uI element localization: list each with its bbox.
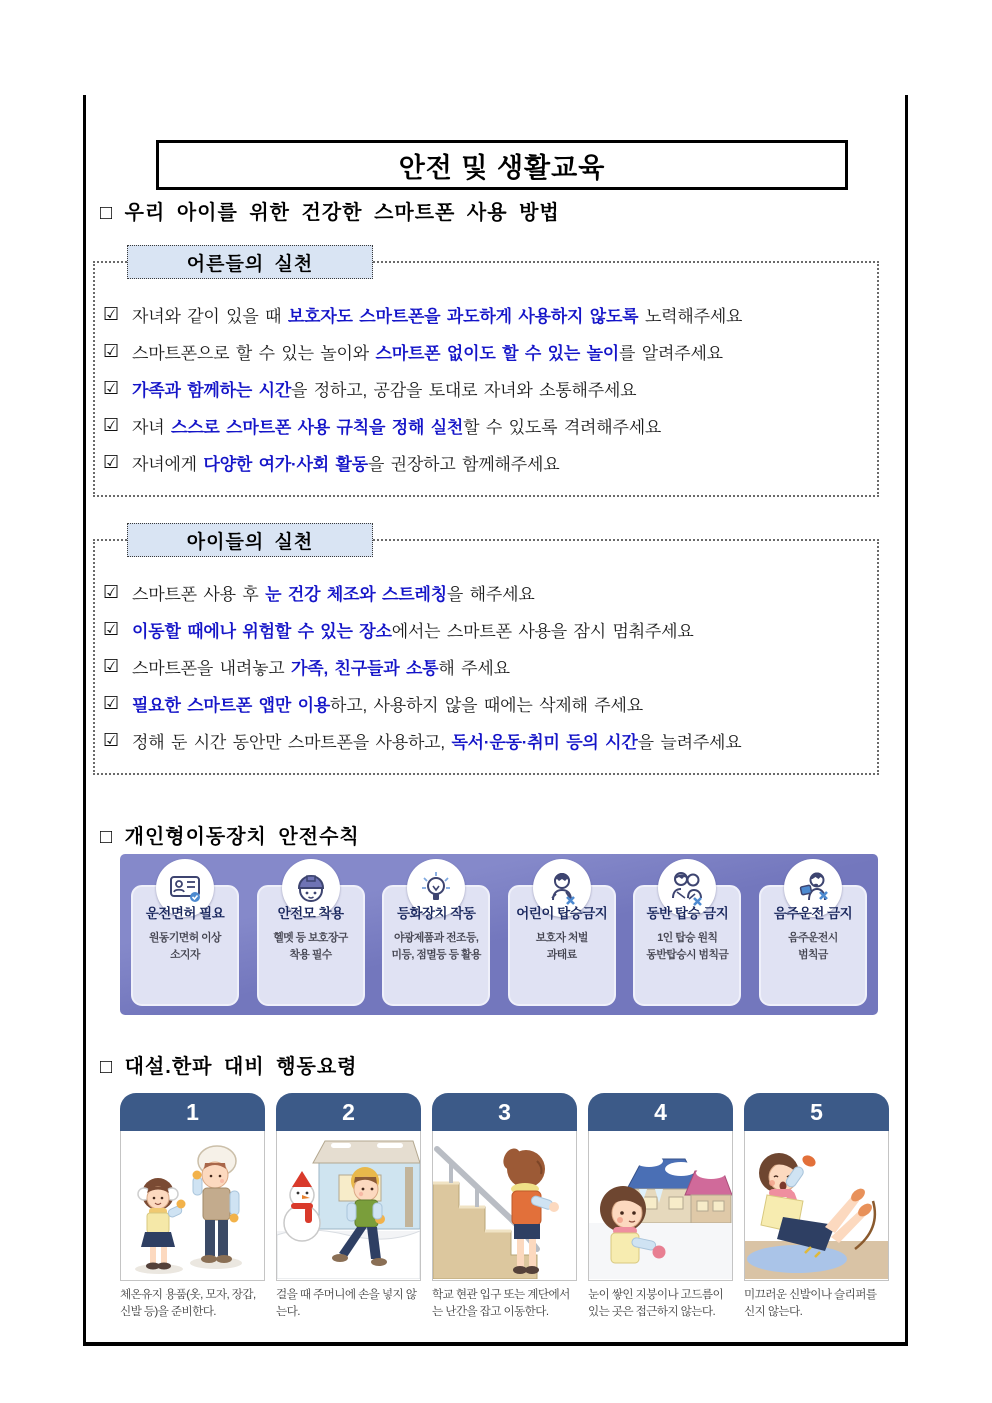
checkbox-icon: ☑ [103,619,119,639]
list-item: ☑ 이동할 때에나 위험할 수 있는 장소에서는 스마트폰 사용을 잠시 멈춰주세요 [103,619,694,641]
list-item: ☑ 가족과 함께하는 시간을 정하고, 공감을 토대로 자녀와 소통해주세요 [103,378,637,400]
panel-caption: 걸을 때 주머니에 손을 넣지 않는다. [276,1288,417,1319]
weather-panel-3 [432,1093,577,1321]
weather-panel-4 [588,1093,733,1321]
list-item: ☑ 자녀와 같이 있을 때 보호자도 스마트폰을 과도하게 사용하지 않도록 노력해주세요 [103,304,743,326]
adults-practice-label: 어른들의 실천 [127,245,373,279]
section-heading-smartphone: □ 우리 아이를 위한 건강한 스마트폰 사용 방법 [100,202,560,224]
mobility-card-no-child: 어린이 탑승금지 보호자 처벌 과태료 [506,854,618,1015]
adults-practice-items [103,296,875,481]
panel-number: 3 [432,1093,577,1131]
weather-panel-1 [120,1093,265,1321]
weather-panel-2 [276,1093,421,1321]
panel-illustration-hold-handrail [432,1131,577,1281]
panel-caption: 학교 현관 입구 또는 계단에서는 난간을 잡고 이동한다. [432,1288,570,1319]
children-practice-items [103,574,875,759]
panel-illustration-slipping [744,1131,889,1281]
list-item: ☑ 정해 둔 시간 동안만 스마트폰을 사용하고, 독서·운동·취미 등의 시간을 늘려주세요 [103,730,742,752]
panel-number: 5 [744,1093,889,1131]
document-title: 안전 및 생활교육 [398,152,606,183]
checkbox-icon: ☑ [103,341,119,361]
mobility-card-no-drunk: 음주운전 금지 음주운전시 범칙금 [757,854,869,1015]
section-heading-weather: □ 대설.한파 대비 행동요령 [100,1056,358,1078]
weather-tips-panels [120,1093,890,1321]
mobility-card-no-tandem: 동반 탑승 금지 1인 탑승 원칙 동반탑승시 범칙금 [631,854,743,1015]
checkbox-icon: ☑ [103,656,119,676]
mobility-card-license: 운전면허 필요 원동기면허 이상 소지자 [129,854,241,1015]
list-item: ☑ 자녀에게 다양한 여가·사회 활동을 권장하고 함께해주세요 [103,452,560,474]
checkbox-icon: ☑ [103,582,119,602]
panel-caption: 체온유지 용품(옷, 모자, 장갑, 신발 등)을 준비한다. [120,1288,256,1319]
panel-number: 2 [276,1093,421,1131]
list-item: ☑ 자녀 스스로 스마트폰 사용 규칙을 정해 실천할 수 있도록 격려해주세요 [103,415,662,437]
panel-illustration-avoid-snowy-roofs [588,1131,733,1281]
checkbox-icon: ☑ [103,378,119,398]
panel-number: 1 [120,1093,265,1131]
checkbox-icon: ☑ [103,693,119,713]
checkbox-icon: ☑ [103,304,119,324]
list-item: ☑ 스마트폰을 내려놓고 가족, 친구들과 소통해 주세요 [103,656,510,678]
panel-illustration-hands-out-of-pockets [276,1131,421,1281]
list-item: ☑ 필요한 스마트폰 앱만 이용하고, 사용하지 않을 때에는 삭제해 주세요 [103,693,643,715]
panel-number: 4 [588,1093,733,1131]
panel-caption: 미끄러운 신발이나 슬리퍼를 신지 않는다. [744,1288,877,1319]
mobility-rules-banner [120,854,878,1015]
checkbox-icon: ☑ [103,415,119,435]
document-title-box [156,140,848,190]
mobility-card-lights: 등화장치 작동 야광제품과 전조등, 미등, 점멸등 등 활용 [380,854,492,1015]
panel-illustration-warm-clothes [120,1131,265,1281]
section-heading-mobility: □ 개인형이동장치 안전수칙 [100,826,360,848]
list-item: ☑ 스마트폰으로 할 수 있는 놀이와 스마트폰 없이도 할 수 있는 놀이를 알려주세요 [103,341,723,363]
panel-caption: 눈이 쌓인 지붕이나 고드름이 있는 곳은 접근하지 않는다. [588,1288,724,1319]
weather-panel-5 [744,1093,889,1321]
children-practice-label: 아이들의 실천 [127,523,373,557]
list-item: ☑ 스마트폰 사용 후 눈 건강 체조와 스트레칭을 해주세요 [103,582,535,604]
checkbox-icon: ☑ [103,452,119,472]
mobility-card-helmet: 안전모 착용 헬멧 등 보호장구 착용 필수 [255,854,367,1015]
checkbox-icon: ☑ [103,730,119,750]
